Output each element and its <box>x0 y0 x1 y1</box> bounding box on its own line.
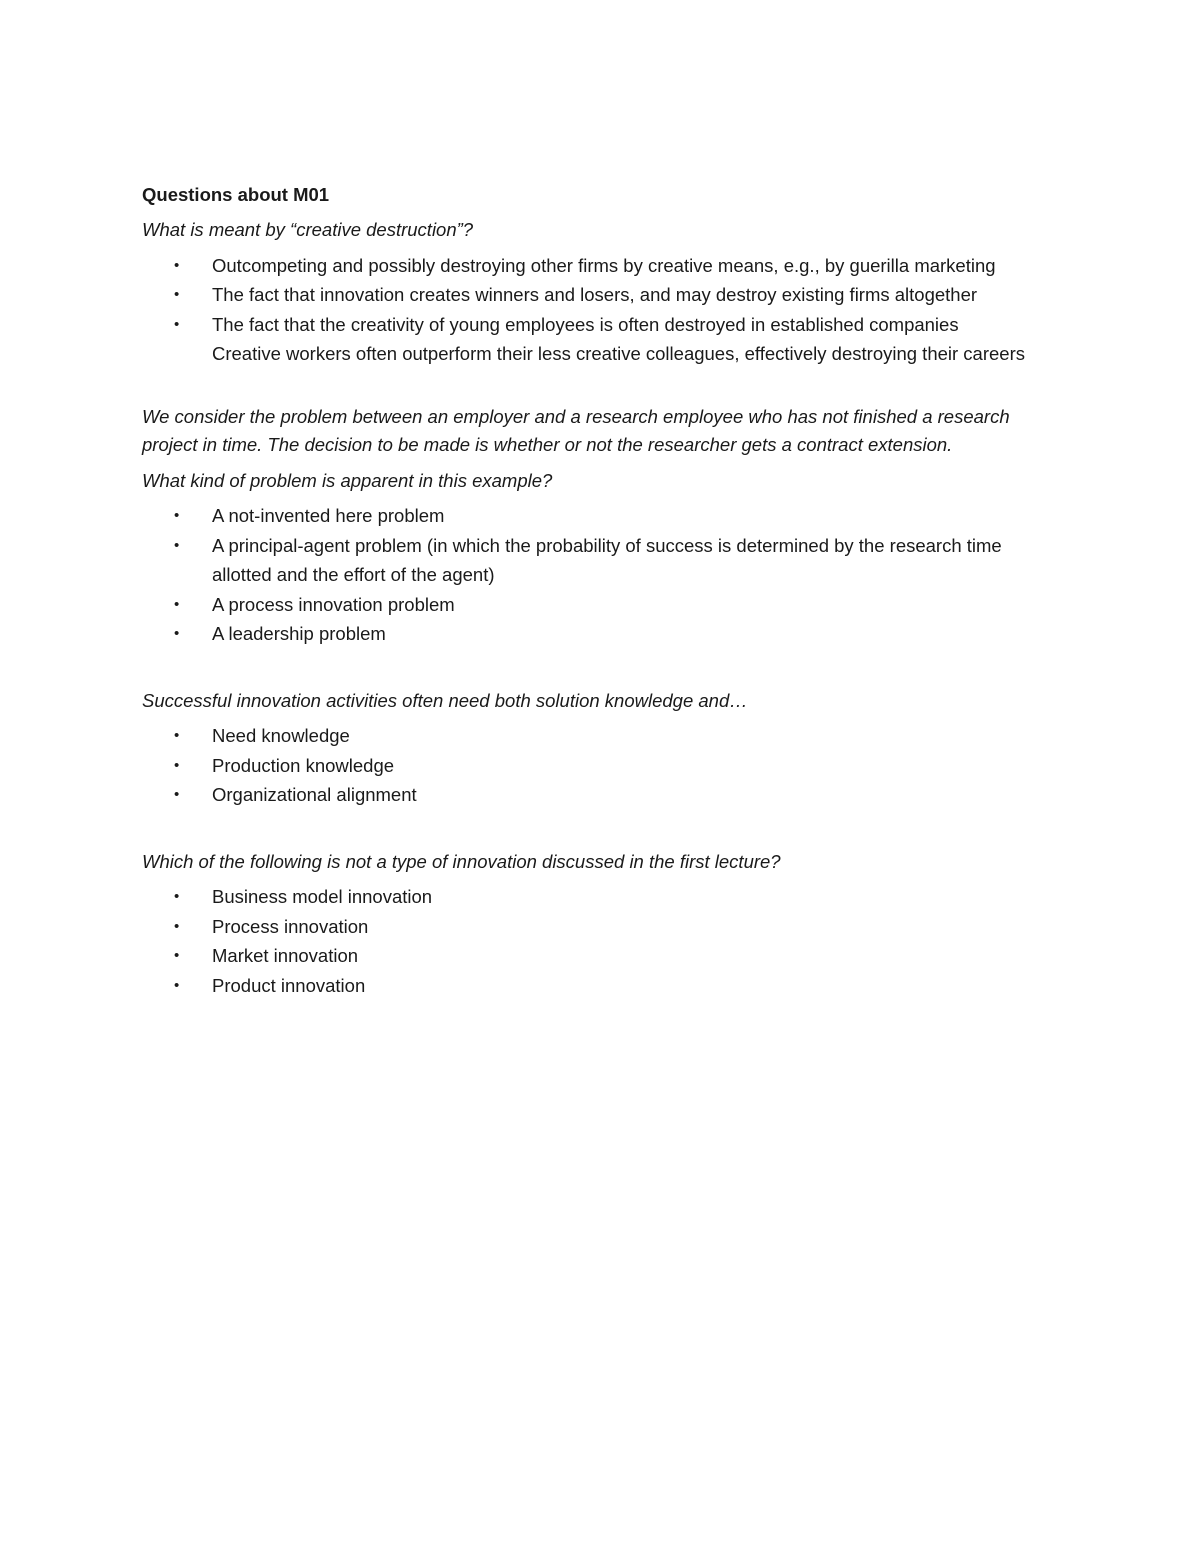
option-text: A leadership problem <box>212 623 386 644</box>
question-2-options <box>142 501 1062 649</box>
question-4-options <box>142 882 1062 1000</box>
bullet-icon: • <box>174 756 180 774</box>
bullet-icon: • <box>174 888 180 905</box>
bullet-icon: • <box>174 507 180 524</box>
option-text: Outcompeting and possibly destroying other firms by creative means, e.g., by guerilla marketing <box>212 254 996 276</box>
option-text: A not-invented here problem <box>212 505 445 526</box>
option-item <box>142 531 1062 590</box>
bullet-icon: • <box>174 947 180 964</box>
option-text: Business model innovation <box>212 886 433 907</box>
bullet-icon: • <box>174 625 180 642</box>
bullet-icon: • <box>174 595 180 613</box>
question-4-text: Which of the following is not a type of innovation discussed in the first lecture? <box>142 850 781 872</box>
option-item <box>142 971 1062 1001</box>
question-1-options <box>142 251 1062 369</box>
document-title: Questions about M01 <box>142 184 330 205</box>
option-text: Production knowledge <box>212 754 395 776</box>
option-item <box>142 590 1062 620</box>
spacer <box>142 369 1062 403</box>
bullet-icon: • <box>174 315 180 333</box>
bullet-icon: • <box>174 786 180 803</box>
question-2-text: What kind of problem is apparent in this example? <box>142 469 553 491</box>
spacer <box>142 649 1062 686</box>
bullet-icon: • <box>174 976 180 994</box>
option-text: A principal-agent problem (in which the probability of success is determined by the research time allotted and the effort of the agent) <box>212 534 1002 585</box>
bullet-icon: • <box>174 256 180 274</box>
option-text: The fact that innovation creates winners and losers, and may destroy existing firms altogether <box>212 284 978 305</box>
option-item <box>142 882 1062 912</box>
option-text: A process innovation problem <box>212 593 455 615</box>
bullet-icon: • <box>174 727 180 744</box>
document-body <box>142 180 1062 1000</box>
option-text: The fact that the creativity of young employees is often destroyed in established companies <box>212 313 959 335</box>
bullet-icon: • <box>174 536 180 554</box>
option-text: Product innovation <box>212 974 366 996</box>
option-text: Need knowledge <box>212 725 350 746</box>
spacer <box>142 810 1062 847</box>
bullet-icon: • <box>174 286 180 303</box>
question-3-options <box>142 721 1062 810</box>
question-2-context: We consider the problem between an employer and a research employee who has not finished a research project in time. The decision to be made is whether or not the researcher gets a contract extension. <box>142 405 1010 455</box>
bullet-icon: • <box>174 917 180 935</box>
option-text: Market innovation <box>212 945 359 966</box>
option-item <box>142 280 1062 310</box>
option-text: Organizational alignment <box>212 784 417 805</box>
option-item <box>142 501 1062 531</box>
question-1-text: What is meant by “creative destruction”? <box>142 219 474 240</box>
question-3-text: Successful innovation activities often need both solution knowledge and… <box>142 689 748 711</box>
option-item <box>142 619 1062 649</box>
option-item <box>142 941 1062 971</box>
option-item <box>142 721 1062 751</box>
option-text: Process innovation <box>212 915 369 937</box>
option-item <box>142 751 1062 781</box>
option-item <box>142 310 1062 340</box>
option-item <box>142 780 1062 810</box>
option-item <box>142 251 1062 281</box>
option-item <box>142 912 1062 942</box>
option-text: Creative workers often outperform their less creative colleagues, effectively destroying their careers <box>212 343 1025 364</box>
option-item-unbulleted <box>142 339 1062 369</box>
